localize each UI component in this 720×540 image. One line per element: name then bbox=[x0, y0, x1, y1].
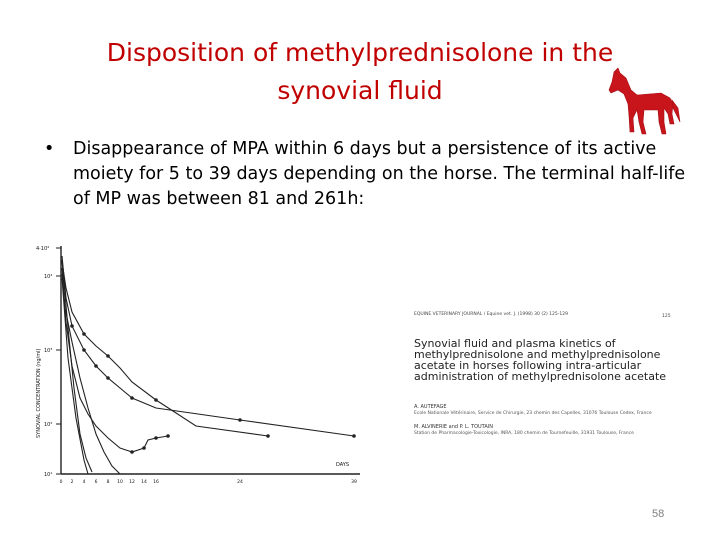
x-tick: 12 bbox=[129, 480, 135, 485]
paper-excerpt bbox=[400, 306, 685, 446]
x-tick: 24 bbox=[237, 480, 243, 485]
curve-horse-2 bbox=[62, 262, 268, 436]
x-tick: 8 bbox=[106, 480, 110, 485]
y-tick: 10⁴ bbox=[44, 274, 53, 280]
y-tick: 10¹ bbox=[44, 472, 53, 478]
bullet-text: Disappearance of MPA within 6 days but a persistence of its active moiety for 5 to 39 days depending on the horse. The terminal half-life of MP was between 81 and 261h: bbox=[73, 139, 686, 209]
y-tick: 10³ bbox=[44, 348, 53, 354]
y-tick: 10² bbox=[44, 422, 53, 428]
x-tick: 6 bbox=[94, 480, 98, 485]
horse-icon bbox=[606, 66, 682, 138]
bullet-marker: • bbox=[44, 139, 55, 159]
x-tick: 10 bbox=[117, 480, 123, 485]
y-axis-label: SYNOVIAL CONCENTRATION (ng/ml) bbox=[36, 348, 42, 438]
concentration-graph bbox=[28, 238, 368, 500]
x-tick: 0 bbox=[59, 480, 63, 485]
x-tick: 14 bbox=[141, 480, 147, 485]
paper-title: Synovial fluid and plasma kinetics of methylprednisolone and methylprednisolone acetate in horses following intra-articular administration of methylprednisolone acetate bbox=[414, 337, 667, 383]
paper-page-number: 125 bbox=[662, 314, 671, 319]
x-tick: 2 bbox=[70, 480, 74, 485]
slide-title: Disposition of methylprednisolone in the synovial fluid bbox=[106, 38, 614, 105]
paper-author: A. AUTEFAGE bbox=[414, 404, 447, 410]
paper-author: M. ALVINERIE and P. L. TOUTAIN bbox=[414, 424, 493, 430]
x-axis-label: DAYS bbox=[336, 462, 350, 468]
x-tick: 39 bbox=[351, 480, 357, 485]
paper-affiliation: Ecole Nationale Vétérinaire, Service de Chirurgie, 23 chemin des Capelles, 31076 Toulouse Cedex, France bbox=[414, 411, 652, 416]
y-tick: 4·10⁴ bbox=[36, 246, 50, 252]
slide-number: 58 bbox=[652, 508, 665, 520]
paper-affiliation: Station de Pharmacologie-Toxicologie, INRA, 180 chemin de Tournefeuille, 31931 Toulouse, France bbox=[414, 431, 634, 436]
x-tick: 16 bbox=[153, 480, 159, 485]
x-tick: 4 bbox=[82, 480, 86, 485]
curve-horse-1 bbox=[62, 256, 354, 436]
curve-horse-3 bbox=[62, 268, 120, 474]
paper-journal: EQUINE VETERINARY JOURNAL / Equine vet. J. (1998) 30 (2) 125-129 bbox=[414, 312, 568, 317]
